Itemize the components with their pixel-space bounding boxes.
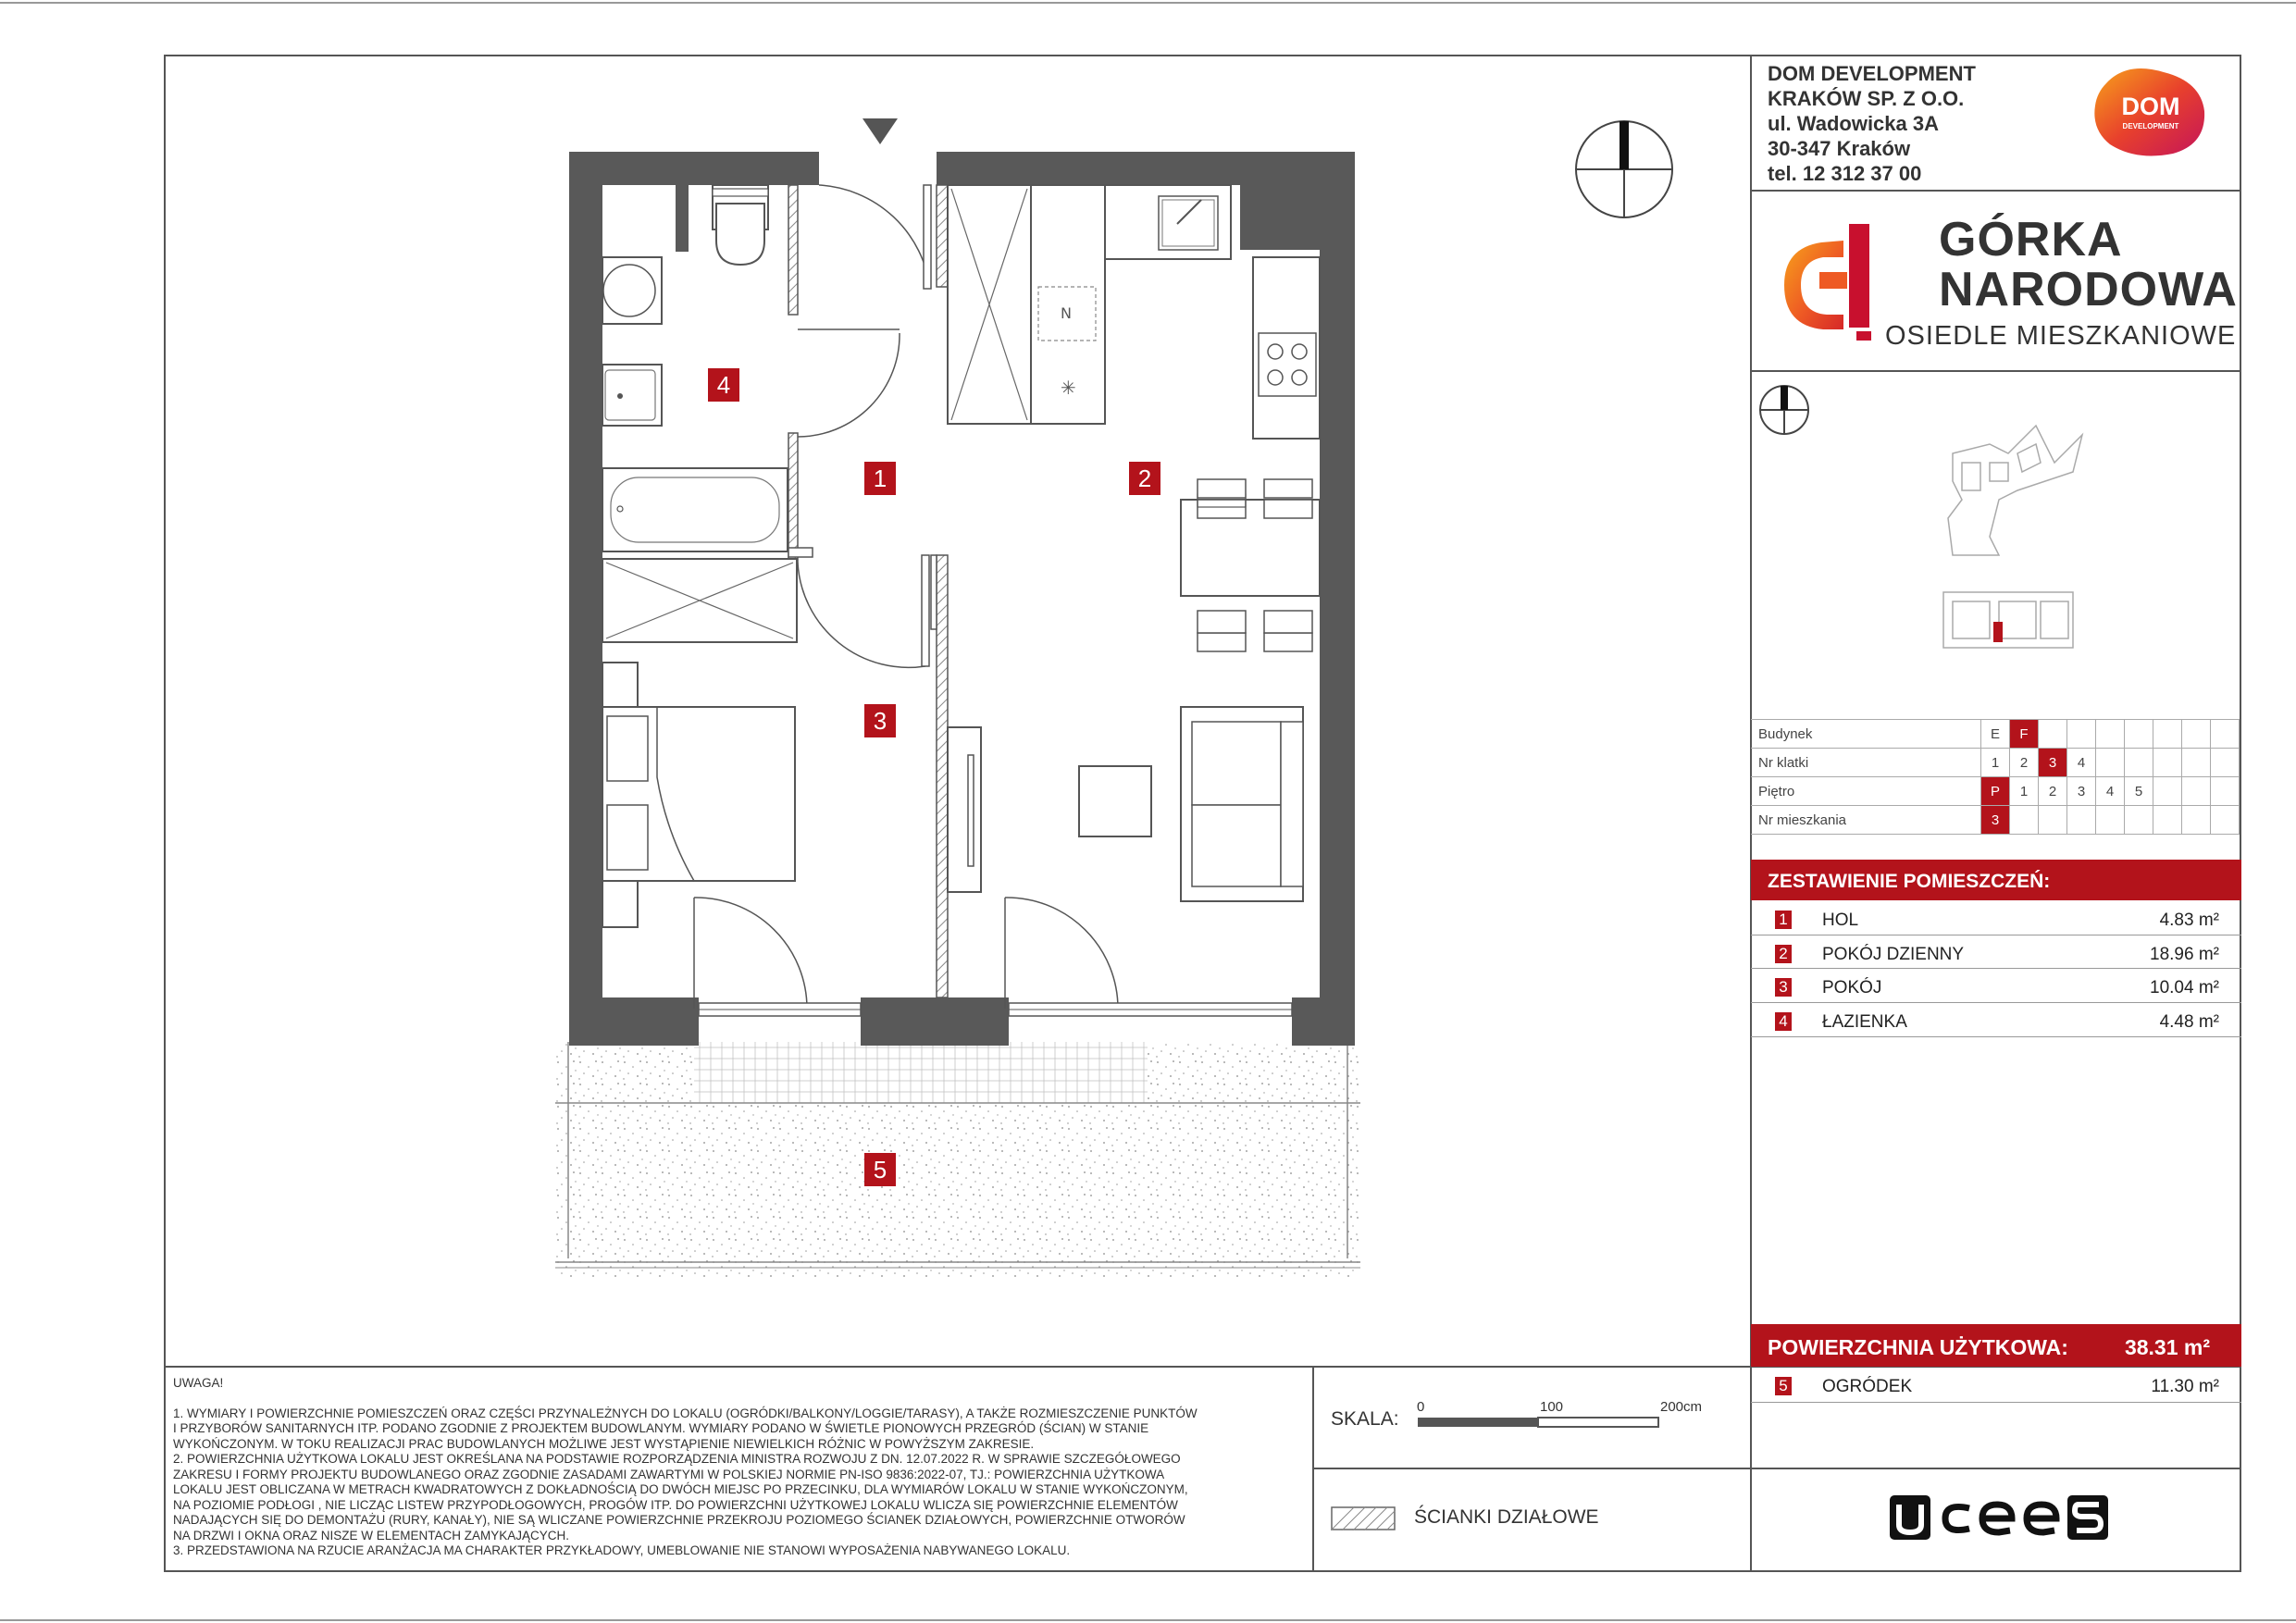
- note-line: NA POZIOMIE PODŁOGI , NIE LICZĄC LISTEW PRZYPODŁOGOWYCH, PROGÓW ITP. DO POWIERZCHNI UŻYTKOWEJ LOKALU WLICZA SIĘ POWIERZCHNIE ELEMENTÓW: [173, 1497, 1178, 1512]
- row-sep: [1751, 968, 2241, 969]
- selector-cell: [2125, 806, 2153, 835]
- scale-tick-100: 100: [1540, 1399, 1564, 1415]
- scale-bar: [1418, 1416, 1660, 1433]
- plan-label-2: 2: [1129, 462, 1160, 495]
- plan-label-1: 1: [864, 462, 896, 495]
- selector-row: [1751, 749, 2240, 777]
- selector-cell: F: [2010, 720, 2039, 749]
- dom-development-logo: [2090, 65, 2212, 157]
- entrance-arrow-icon: [863, 118, 898, 149]
- company-line2: KRAKÓW SP. Z O.O.: [1768, 87, 1965, 110]
- project-name: [1939, 215, 2238, 315]
- room-area: 10.04 m²: [2150, 978, 2219, 997]
- sidebar-line: [1750, 1468, 2241, 1469]
- row-sep: [1751, 1002, 2241, 1003]
- compass-icon: [1573, 118, 1675, 225]
- selector-cell: [2125, 749, 2153, 777]
- bottom-border-line: [0, 1619, 2296, 1621]
- selector-cell: [2096, 749, 2125, 777]
- row-sep: [1751, 1036, 2241, 1037]
- selector-cell: [2096, 806, 2125, 835]
- selector-row: [1751, 806, 2240, 835]
- company-line5: tel. 12 312 37 00: [1768, 162, 1922, 185]
- selector-cell: [2153, 749, 2182, 777]
- plan-label-5: 5: [864, 1153, 896, 1186]
- legend-label: ŚCIANKI DZIAŁOWE: [1414, 1506, 1599, 1528]
- selector-cell: [2182, 720, 2211, 749]
- selector-row-label: Budynek: [1751, 720, 1981, 749]
- selector-cell: [2182, 777, 2211, 806]
- top-border-line: [0, 2, 2296, 4]
- selector-cell: 3: [1981, 806, 2010, 835]
- selector-cell: E: [1981, 720, 2010, 749]
- selector-cell: 5: [2125, 777, 2153, 806]
- sidebar-line: [1750, 190, 2241, 192]
- selector-cell: [2039, 806, 2067, 835]
- rooms-header-bar: [1751, 860, 2241, 900]
- note-line: I PRZYBORÓW SANITARNYCH ITP. PODANO ZGODNIE Z PROJEKTEM BUDOWLANYM. WYMIARY PODANO W ŚWIETLE PIONOWYCH PRZEGRÓD (ŚCIAN) W STANIE: [173, 1421, 1149, 1435]
- scale-label: SKALA:: [1331, 1408, 1399, 1430]
- garden-area: 11.30 m²: [2151, 1377, 2219, 1396]
- room-area: 4.83 m²: [2159, 911, 2219, 930]
- notes-top-line: [164, 1366, 1750, 1368]
- notes-title: UWAGA!: [173, 1376, 224, 1390]
- notes-block: [173, 1376, 1302, 1559]
- note-line: 3. PRZEDSTAWIONA NA RZUCIE ARANŻACJA MA CHARAKTER PRZYKŁADOWY, UMEBLOWANIE NIE STANOWI WYPOSAŻENIA NABYWANEGO LOKALU.: [173, 1543, 1071, 1557]
- room-row: [1775, 937, 2219, 971]
- scale-tick-0: 0: [1417, 1399, 1425, 1415]
- company-line3: ul. Wadowicka 3A: [1768, 112, 1940, 135]
- partition-wall-legend-swatch: [1331, 1506, 1396, 1535]
- company-line4: 30-347 Kraków: [1768, 137, 1911, 160]
- scale-tick-200: 200cm: [1660, 1399, 1703, 1415]
- note-line: WYKOŃCZONYM. W TOKU REALIZACJI PRAC BUDOWLANYCH MOŻLIWE JEST WYSTĄPIENIE NIEWIELKICH RÓŻNIC W POWYŻSZYM ZAKRESIE.: [173, 1436, 1035, 1451]
- selector-cell: 4: [2096, 777, 2125, 806]
- note-line: ZAKRESU I FORMY PROJEKTU BUDOWLANEGO ORAZ ZGODNIE ZASADAMI ZAWARTYMI W POLSKIEJ NORMIE PN-ISO 9836:2022-07, TJ.: POWIERZCHNIA UŻYTKOWA: [173, 1467, 1165, 1481]
- room-area: 18.96 m²: [2150, 945, 2219, 964]
- building-key-plan: [1934, 407, 2091, 662]
- usable-area-label: POWIERZCHNIA UŻYTKOWA:: [1768, 1335, 2068, 1359]
- garden-name: OGRÓDEK: [1822, 1377, 1913, 1396]
- note-line: NA DRZWI I OKNA ORAZ NISZE W ELEMENTACH ZAMYKAJĄCYCH.: [173, 1528, 570, 1542]
- selector-cell: 3: [2039, 749, 2067, 777]
- svg-text:N: N: [1061, 304, 1072, 322]
- company-line1: DOM DEVELOPMENT: [1768, 62, 1976, 85]
- selector-cell: 3: [2067, 777, 2096, 806]
- dom-logo-sub: DEVELOPMENT: [2122, 122, 2179, 130]
- project-name-line2: NARODOWA: [1939, 263, 2238, 316]
- notes-lines: [173, 1406, 1302, 1559]
- selector-cell: 2: [2039, 777, 2067, 806]
- note-line: 1. WYMIARY I POWIERZCHNIE POMIESZCZEŃ ORAZ CZĘŚCI PRZYNALEŻNYCH DO LOKALU (OGRÓDKI/BALKONY/LOGGIE/TARASY), A TAKŻE ROZMIESZCZENIE PUNKTÓW: [173, 1406, 1198, 1420]
- selector-cell: [2182, 806, 2211, 835]
- room-name: POKÓJ: [1822, 978, 1882, 997]
- note-line: 2. POWIERZCHNIA UŻYTKOWA LOKALU JEST OKREŚLANA NA PODSTAWIE ROZPORZĄDZENIA MINISTRA ROZWOJU Z DN. 12.07.2022 R. W SPRAWIE SZCZEGÓŁOWEGO: [173, 1452, 1181, 1466]
- room-name: POKÓJ DZIENNY: [1822, 945, 1965, 964]
- room-row: [1775, 971, 2219, 1004]
- selector-cell: [2153, 720, 2182, 749]
- garden-number: 5: [1775, 1377, 1792, 1395]
- selector-cell: 2: [2010, 749, 2039, 777]
- selector-cell: [2010, 806, 2039, 835]
- usable-area-value: 38.31 m²: [2124, 1335, 2210, 1359]
- dom-logo-text: DOM: [2121, 93, 2180, 120]
- selector-cell: 1: [1981, 749, 2010, 777]
- selector-cell: [2211, 749, 2240, 777]
- selector-cell: [2153, 777, 2182, 806]
- room-name: HOL: [1822, 911, 1859, 930]
- room-number: 1: [1775, 911, 1792, 929]
- rooms-header: ZESTAWIENIE POMIESZCZEŃ:: [1768, 871, 2051, 892]
- selector-cell: 4: [2067, 749, 2096, 777]
- ucees-logo: [1888, 1493, 2110, 1546]
- selector-row-label: Piętro: [1751, 777, 1981, 806]
- row-sep: [1751, 1402, 2241, 1403]
- selector-cell: [2182, 749, 2211, 777]
- room-number: 2: [1775, 945, 1792, 963]
- mini-compass-icon: [1758, 384, 1810, 440]
- svg-text:✳: ✳: [1061, 377, 1076, 399]
- sidebar-line: [1750, 370, 2241, 372]
- selector-cell: P: [1981, 777, 2010, 806]
- selector-cell: [2039, 720, 2067, 749]
- selector-cell: [2096, 720, 2125, 749]
- selector-cell: [2067, 720, 2096, 749]
- selector-cell: [2211, 777, 2240, 806]
- plan-label-3: 3: [864, 704, 896, 737]
- room-number: 3: [1775, 978, 1792, 997]
- gorka-narodowa-logo-mark: [1775, 220, 1877, 350]
- scale-legend-divider: [1312, 1468, 1750, 1469]
- apartment-selector-table: [1751, 719, 2240, 835]
- selector-cell: [2153, 806, 2182, 835]
- selector-row-label: Nr klatki: [1751, 749, 1981, 777]
- selector-row: [1751, 720, 2240, 749]
- note-line: NADAJĄCYCH SIĘ DO DEMONTAŻU (RURY, KANAŁY), NIE SĄ WLICZANE POWIERZCHNIE PRZEKROJU POZIOMEGO ŚCIANEK DZIAŁOWYCH, POWIERZCHNIE OTWORÓW: [173, 1513, 1185, 1527]
- selector-row-label: Nr mieszkania: [1751, 806, 1981, 835]
- note-line: LOKALU JEST OBLICZANA W METRACH KWADRATOWYCH Z DOKŁADNOŚCIĄ DO DWÓCH MIEJSC PO PRZECINKU, DLA WYMIARÓW LOKALU W STANIE WYKOŃCZONYM,: [173, 1482, 1188, 1496]
- selector-cell: [2125, 720, 2153, 749]
- room-row: [1775, 1005, 2219, 1038]
- room-name: ŁAZIENKA: [1822, 1012, 1907, 1032]
- garden-row: [1775, 1369, 2219, 1403]
- usable-area-bar: [1751, 1324, 2241, 1367]
- selector-cell: [2211, 720, 2240, 749]
- selector-row: [1751, 777, 2240, 806]
- room-row: [1775, 903, 2219, 936]
- room-area: 4.48 m²: [2159, 1012, 2219, 1032]
- selector-cell: 1: [2010, 777, 2039, 806]
- floor-plan: [555, 148, 1370, 1282]
- selector-cell: [2067, 806, 2096, 835]
- selector-cell: [2211, 806, 2240, 835]
- plan-label-4: 4: [708, 368, 739, 402]
- room-number: 4: [1775, 1012, 1792, 1031]
- project-name-line1: GÓRKA: [1939, 213, 2123, 266]
- project-subtitle: OSIEDLE MIESZKANIOWE: [1885, 321, 2237, 351]
- company-info: [1768, 61, 1976, 186]
